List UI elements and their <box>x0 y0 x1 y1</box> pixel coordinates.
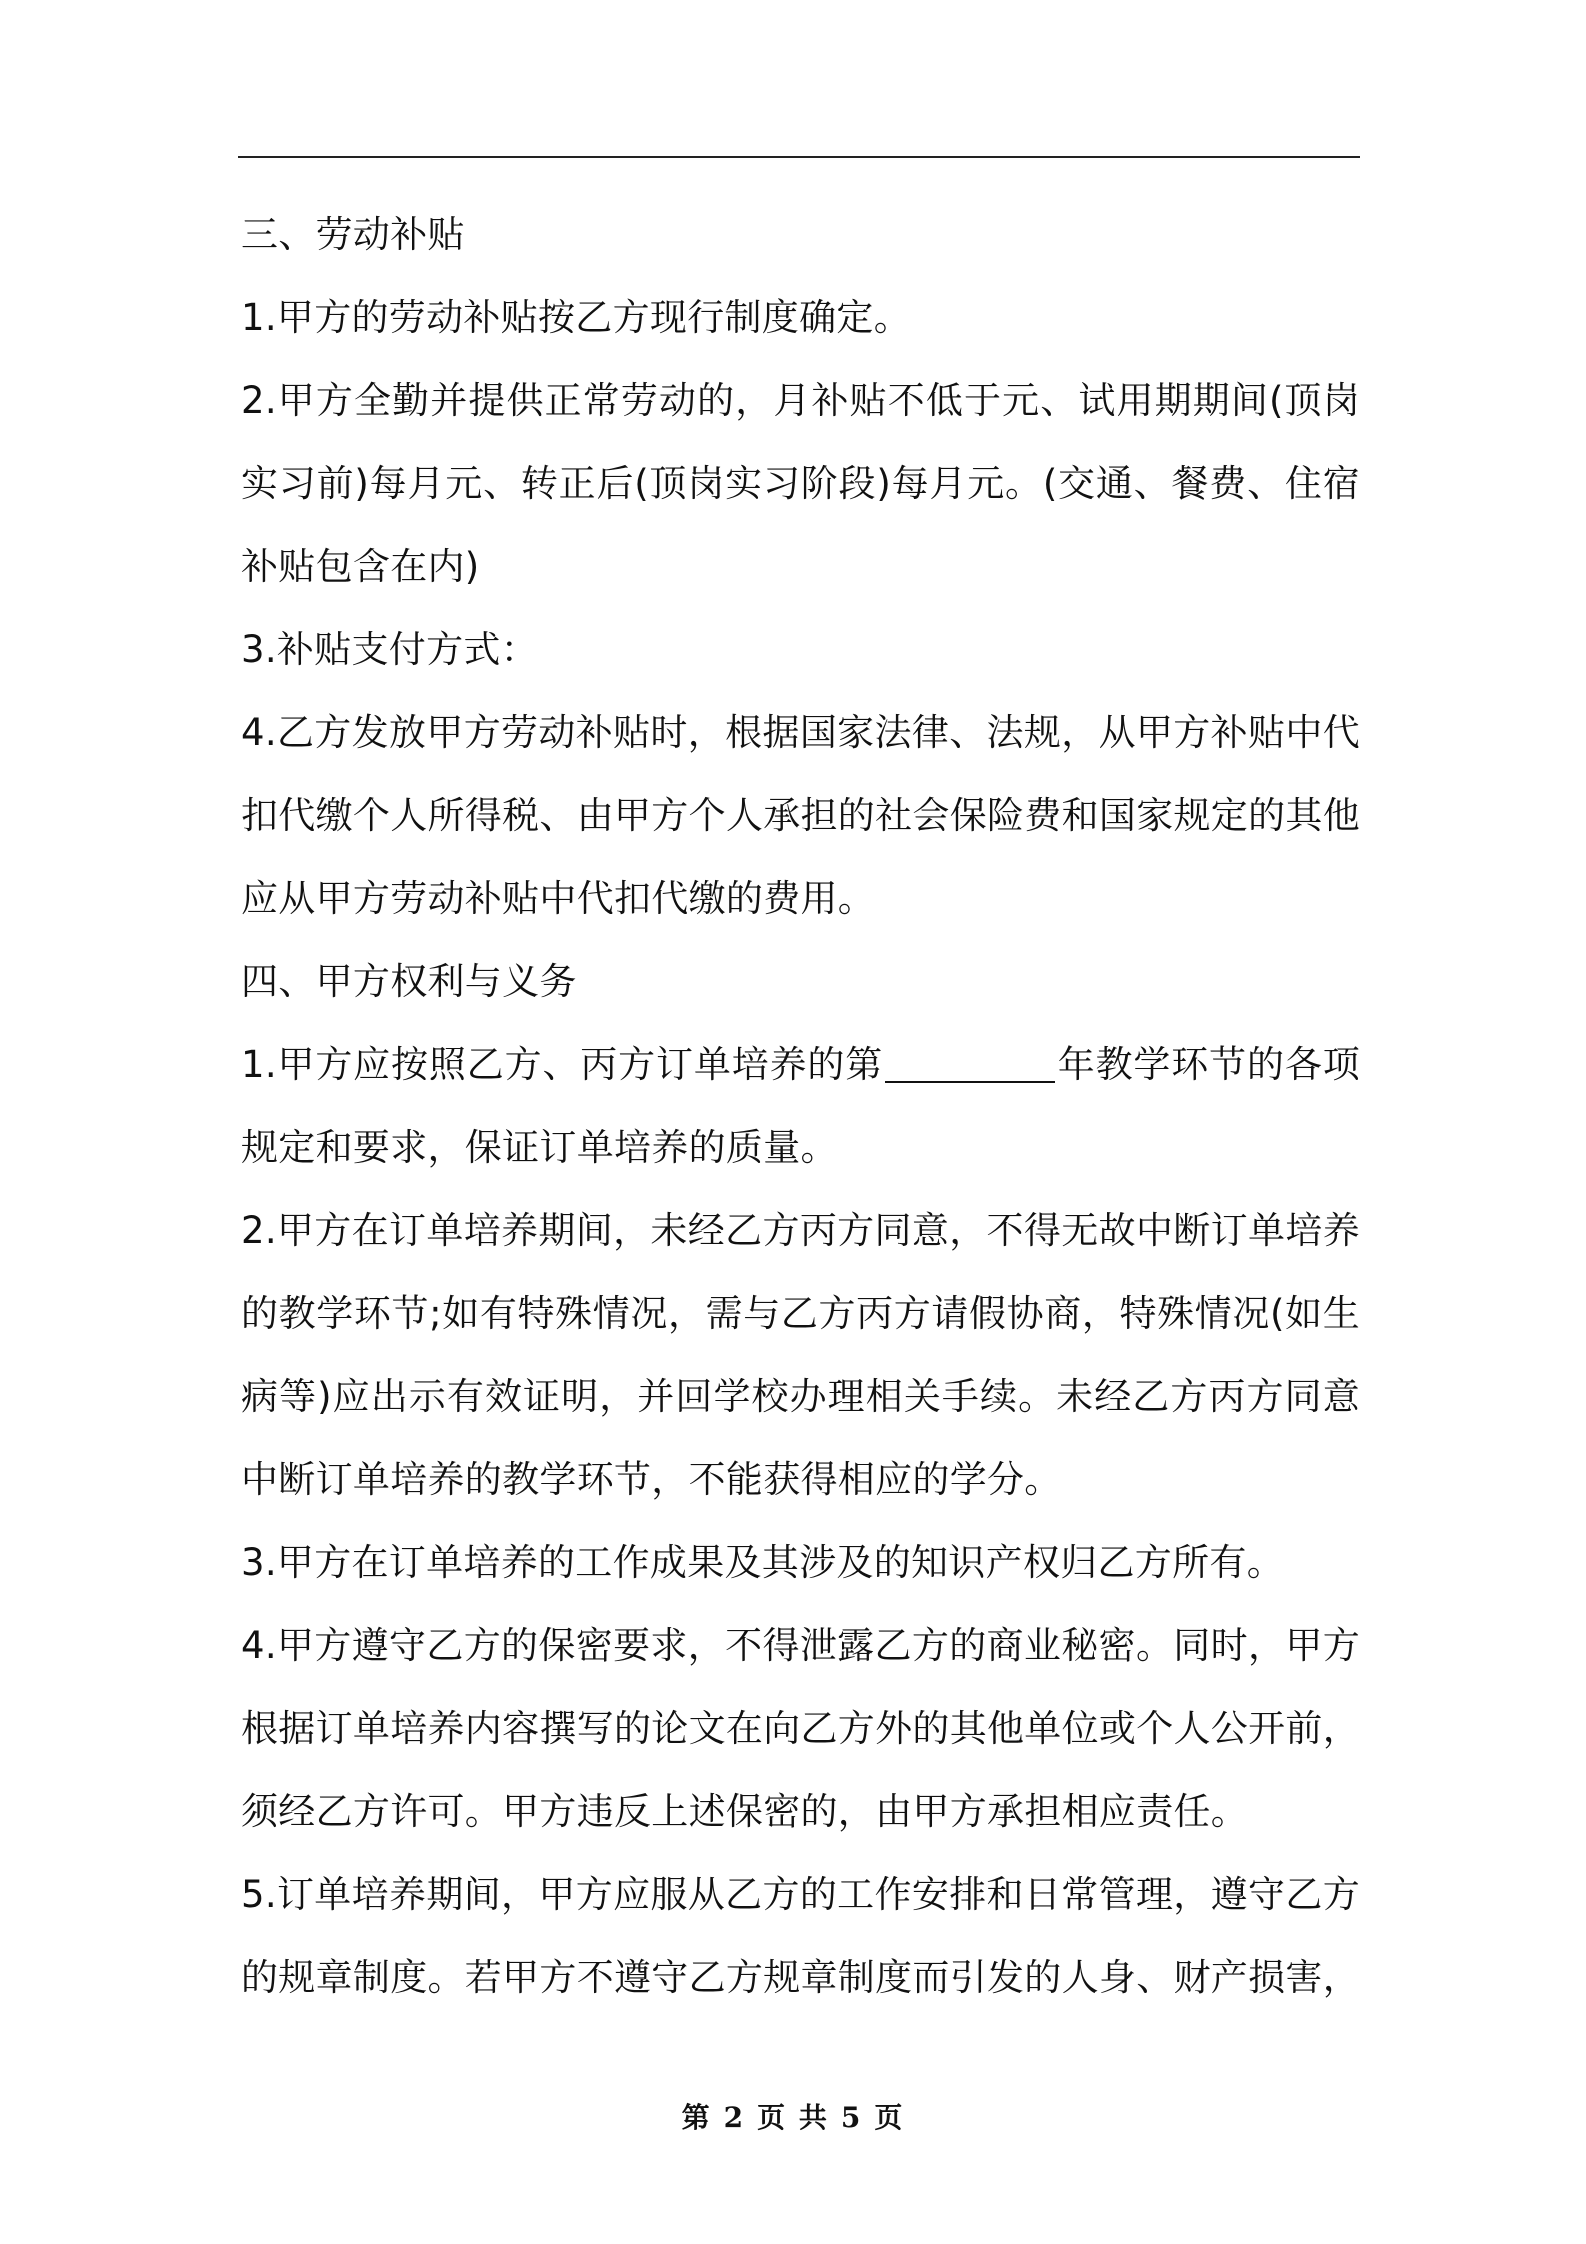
clause-3-2: 2.甲方全勤并提供正常劳动的，月补贴不低于元、试用期期间(顶岗实习前)每月元、转正后(顶岗实习阶段)每月元。(交通、餐费、住宿补贴包含在内) <box>241 379 1360 588</box>
footer-current-page: 2 <box>723 2101 746 2134</box>
clause-4-1-after: 年教学环节的各项规定和要求，保证订单培养的质量。 <box>241 1043 1361 1169</box>
clause-4-5: 5.订单培养期间，甲方应服从乙方的工作安排和日常管理，遵守乙方的规章制度。若甲方不遵守乙方规章制度而引发的人身、财产损害， <box>241 1873 1360 1999</box>
footer-total-pages: 5 <box>840 2101 863 2134</box>
section-heading-party-a-rights: 四、甲方权利与义务 <box>241 960 577 1003</box>
footer-middle: 页 共 <box>757 2101 829 2134</box>
clause-3-1: 1.甲方的劳动补贴按乙方现行制度确定。 <box>241 296 912 339</box>
page-footer <box>0 2098 1586 2138</box>
footer-suffix: 页 <box>874 2101 905 2134</box>
clause-4-1 <box>241 1023 1360 1189</box>
header-rule <box>238 156 1360 158</box>
clause-4-4: 4.甲方遵守乙方的保密要求，不得泄露乙方的商业秘密。同时，甲方根据订单培养内容撰写的论文在向乙方外的其他单位或个人公开前，须经乙方许可。甲方违反上述保密的，由甲方承担相应责任。 <box>241 1624 1360 1833</box>
section-heading-labor-subsidy: 三、劳动补贴 <box>241 213 465 256</box>
footer-prefix: 第 <box>681 2101 712 2134</box>
document-body <box>241 193 1360 2019</box>
clause-3-4: 4.乙方发放甲方劳动补贴时，根据国家法律、法规，从甲方补贴中代扣代缴个人所得税、由甲方个人承担的社会保险费和国家规定的其他应从甲方劳动补贴中代扣代缴的费用。 <box>241 711 1360 920</box>
clause-3-3: 3.补贴支付方式： <box>241 628 539 671</box>
clause-4-3: 3.甲方在订单培养的工作成果及其涉及的知识产权归乙方所有。 <box>241 1541 1284 1584</box>
fill-in-blank <box>885 1044 1055 1083</box>
clause-4-1-before: 1.甲方应按照乙方、丙方订单培养的第 <box>241 1043 884 1086</box>
clause-4-2: 2.甲方在订单培养期间，未经乙方丙方同意，不得无故中断订单培养的教学环节;如有特殊情况，需与乙方丙方请假协商，特殊情况(如生病等)应出示有效证明，并回学校办理相关手续。未经乙方丙方同意中断订单培养的教学环节，不能获得相应的学分。 <box>241 1209 1360 1501</box>
